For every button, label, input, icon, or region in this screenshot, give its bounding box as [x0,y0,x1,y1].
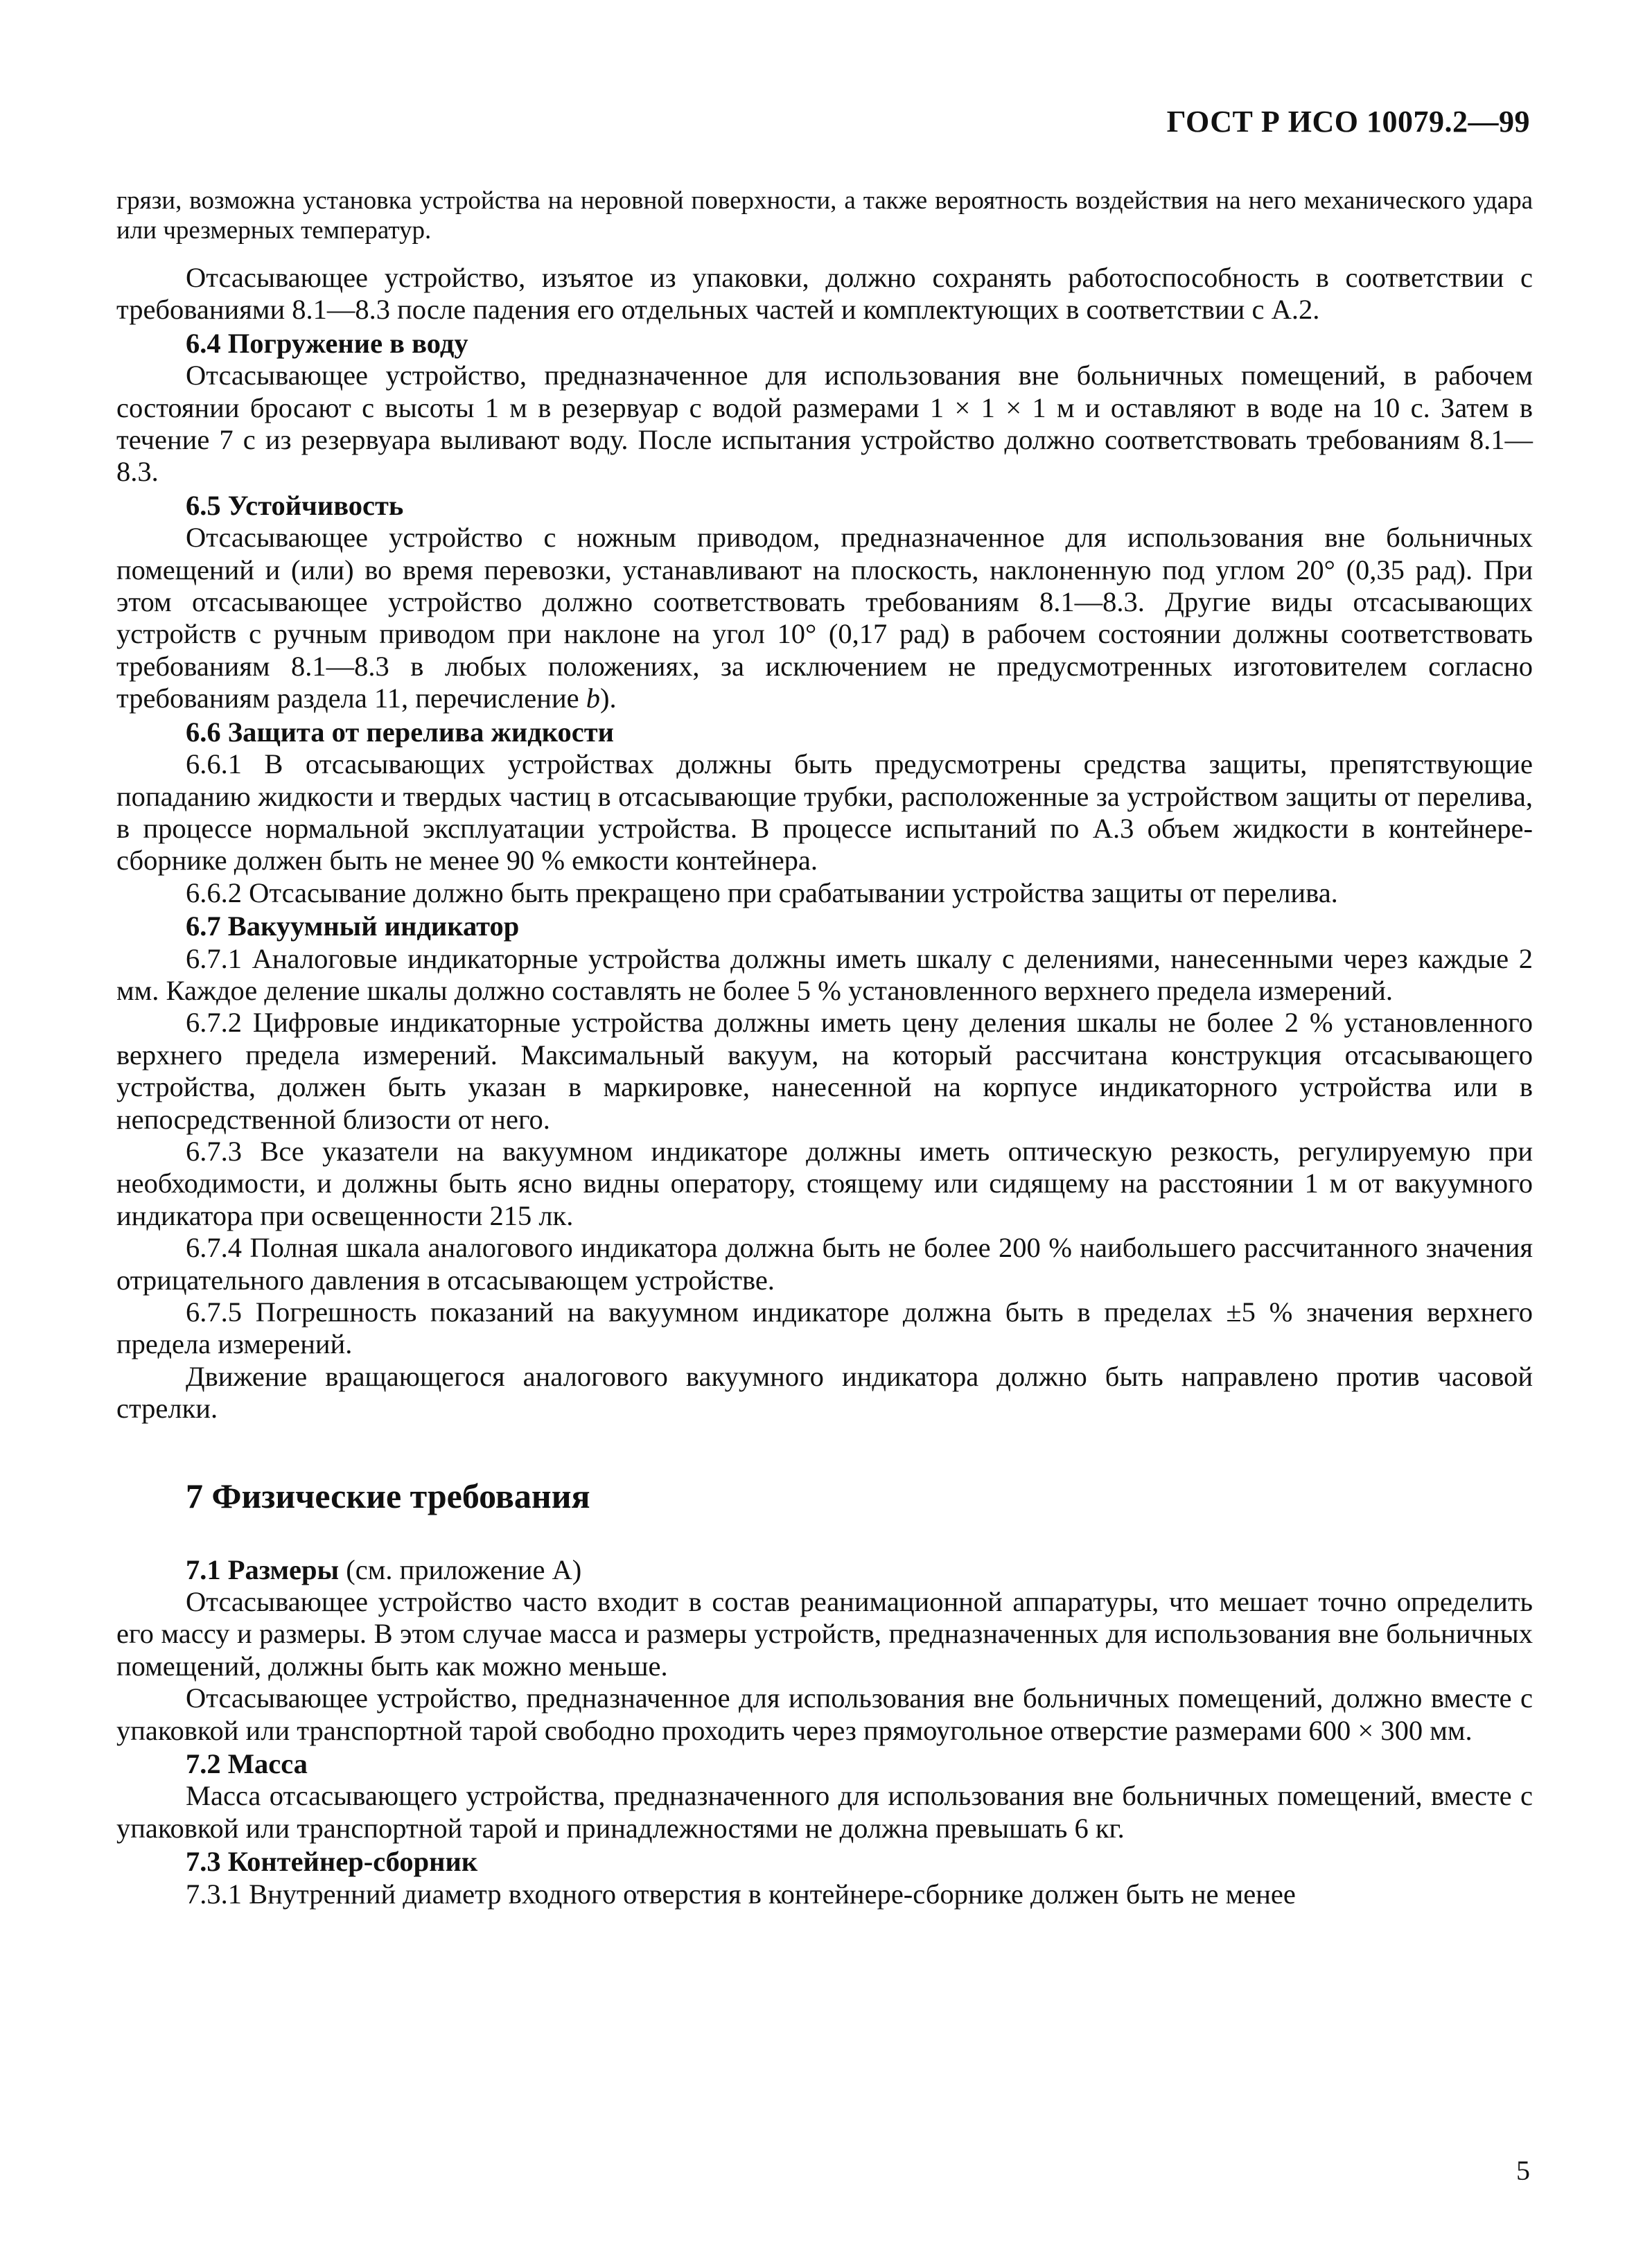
subsection-heading-6-5: 6.5 Устойчивость [186,489,404,521]
page-number: 5 [1516,2155,1530,2186]
paragraph: 6.7.4 Полная шкала аналогового индикатора должна быть не более 200 % наибольшего рассчитанного значения отрицательного давления в отсасывающем устройстве. [116,1232,1533,1296]
paragraph: 6.6.2 Отсасывание должно быть прекращено при срабатывании устройства защиты от перелива. [186,877,1338,908]
paragraph-text: Отсасывающее устройство с ножным приводом, предназначенное для использования вне больничных помещений и (или) во время перевозки, устанавливают на плоскость, наклоненную под углом 20° (0,35 рад). При этом отсасывающее устройство должно соответствовать требованиям 8.1—8.3. Другие виды отсасывающих устройств с ручным приводом при наклоне на угол 10° (0,17 рад) в рабочем состоянии должны соответствовать требованиям 8.1—8.3 в любых положениях, за исключением не предусмотренных изготовителем согласно требованиям раздела 11, перечисление [116,522,1533,714]
paragraph: 6.7.5 Погрешность показаний на вакуумном индикаторе должна быть в пределах ±5 % значения верхнего предела измерений. [116,1296,1533,1360]
section-heading-7: 7 Физические требования [186,1476,590,1515]
subsection-heading-7-2: 7.2 Масса [186,1748,308,1780]
paragraph: 6.7.1 Аналоговые индикаторные устройства должны иметь шкалу с делениями, нанесенными через каждые 2 мм. Каждое деление шкалы должно составлять не более 5 % установленного верхнего предела измерений. [116,942,1533,1006]
paragraph: 7.3.1 Внутренний диаметр входного отверстия в контейнере-сборнике должен быть не менее [186,1878,1296,1910]
paragraph-text: ). [599,683,617,714]
subsection-heading-7-1 [116,1554,1533,1586]
paragraph: 6.6.1 В отсасывающих устройствах должны быть предусмотрены средства защиты, препятствующие попаданию жидкости и твердых частиц в отсасывающие трубки, расположенные за устройством защиты от перелива, в процессе нормальной эксплуатации устройства. В процессе испытаний по А.3 объем жидкости в контейнере-сборнике должен быть не менее 90 % емкости контейнера. [116,748,1533,877]
paragraph: Масса отсасывающего устройства, предназначенного для использования вне больничных помещений, вместе с упаковкой или транспортной тарой и принадлежностями не должна превышать 6 кг. [116,1780,1533,1844]
subsection-heading-6-6: 6.6 Защита от перелива жидкости [186,716,614,748]
paragraph [116,522,1533,714]
paragraph: Отсасывающее устройство часто входит в состав реанимационной аппаратуры, что мешает точно определить его массу и размеры. В этом случае масса и размеры устройств, предназначенных для использования вне больничных помещений, должны быть как можно меньше. [116,1586,1533,1682]
subsection-title: 7.1 Размеры [186,1553,340,1585]
paragraph-continuation: грязи, возможна установка устройства на неровной поверхности, а также вероятность воздействия на него механического удара или чрезмерных температур. [116,186,1533,245]
document-body [116,186,1533,1910]
subsection-heading-6-4: 6.4 Погружение в воду [186,327,468,359]
paragraph: Отсасывающее устройство, изъятое из упаковки, должно сохранять работоспособность в соответствии с требованиями 8.1—8.3 после падения его отдельных частей и комплектующих в соответствии с А.2. [116,262,1533,326]
subsection-note: (см. приложение А) [339,1553,582,1585]
paragraph: Отсасывающее устройство, предназначенное для использования вне больничных помещений, должно вместе с упаковкой или транспортной тарой свободно проходить через прямоугольное отверстие размерами 600 × 300 мм. [116,1682,1533,1746]
subsection-heading-6-7: 6.7 Вакуумный индикатор [186,910,520,942]
paragraph: 6.7.2 Цифровые индикаторные устройства должны иметь цену деления шкалы не более 2 % установленного верхнего предела измерений. Максимальный вакуум, на который рассчитана конструкция отсасывающего устройства, должен быть указан в маркировке, нанесенной на корпусе индикаторного устройства или в непосредственной близости от него. [116,1007,1533,1135]
paragraph: Движение вращающегося аналогового вакуумного индикатора должно быть направлено против часовой стрелки. [116,1360,1533,1425]
enumeration-letter: b [586,683,600,714]
subsection-heading-7-3: 7.3 Контейнер-сборник [186,1846,478,1878]
paragraph: Отсасывающее устройство, предназначенное для использования вне больничных помещений, в рабочем состоянии бросают с высоты 1 м в резервуар с водой размерами 1 × 1 × 1 м и оставляют в воде на 10 с. Затем в течение 7 с из резервуара выливают воду. После испытания устройство должно соответствовать требованиям 8.1—8.3. [116,360,1533,488]
paragraph: 6.7.3 Все указатели на вакуумном индикаторе должны иметь оптическую резкость, регулируемую при необходимости, и должны быть ясно видны оператору, стоящему или сидящему на расстоянии 1 м от вакуумного индикатора при освещенности 215 лк. [116,1135,1533,1231]
document-header: ГОСТ Р ИСО 10079.2—99 [1166,105,1530,139]
